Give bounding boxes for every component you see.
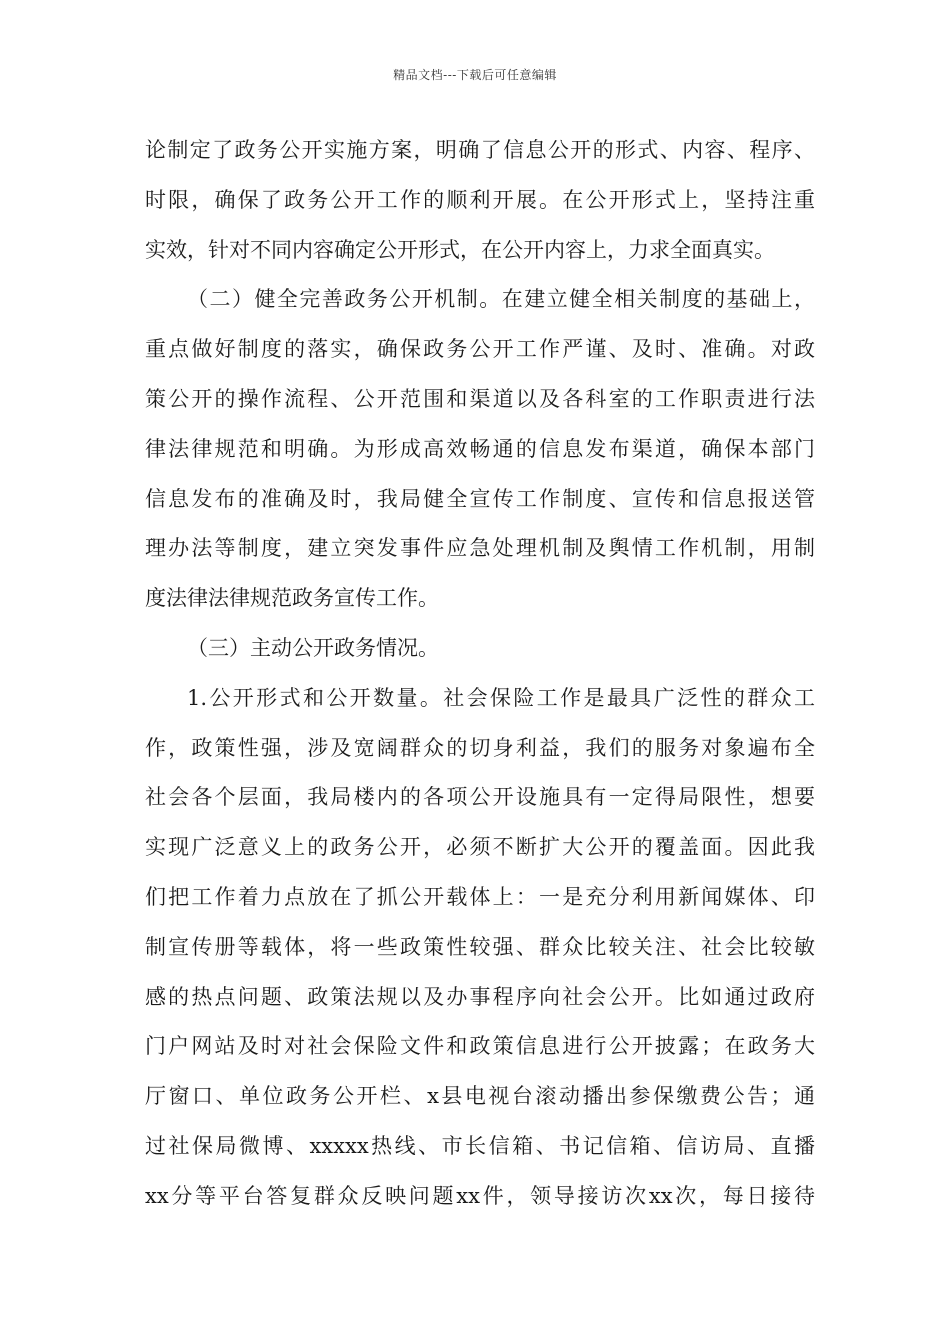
paragraph-line: 门户网站及时对社会保险文件和政策信息进行公开披露；在政务大 (145, 1034, 815, 1059)
paragraph-line: 过社保局微博、xxxxx热线、市长信箱、书记信箱、信访局、直播 (145, 1133, 815, 1158)
paragraph-line: 信息发布的准确及时，我局健全宣传工作制度、宣传和信息报送管 (145, 486, 815, 511)
paragraph-line: xx分等平台答复群众反映问题xx件，领导接访次xx次，每日接待 (145, 1183, 815, 1208)
paragraph-line: 论制定了政务公开实施方案，明确了信息公开的形式、内容、程序、 (145, 138, 815, 162)
paragraph-line: 制宣传册等载体，将一些政策性较强、群众比较关注、社会比较敏 (145, 934, 815, 959)
paragraph-line: 策公开的操作流程、公开范围和渠道以及各科室的工作职责进行法 (145, 386, 815, 411)
paragraph-line: 社会各个层面，我局楼内的各项公开设施具有一定得局限性，想要 (145, 785, 815, 810)
paragraph-line: 厅窗口、单位政务公开栏、x县电视台滚动播出参保缴费公告；通 (145, 1084, 815, 1109)
paragraph-line: 度法律法律规范政务宣传工作。 (145, 586, 439, 611)
paragraph-line: 感的热点问题、政策法规以及办事程序向社会公开。比如通过政府 (145, 984, 815, 1009)
paragraph-line: 律法律规范和明确。为形成高效畅通的信息发布渠道，确保本部门 (145, 436, 815, 461)
paragraph-line: 作，政策性强，涉及宽阔群众的切身利益，我们的服务对象遍布全 (145, 735, 815, 760)
page-header: 精品文档---下载后可任意编辑 (393, 68, 557, 82)
section-heading: （三）主动公开政务情况。 (187, 635, 439, 660)
paragraph-line: 实效，针对不同内容确定公开形式，在公开内容上，力求全面真实。 (145, 237, 775, 262)
document-body (145, 126, 815, 1222)
paragraph-line: 理办法等制度，建立突发事件应急处理机制及舆情工作机制，用制 (145, 536, 815, 561)
paragraph-line: （二）健全完善政务公开机制。在建立健全相关制度的基础上， (187, 287, 815, 312)
paragraph-line: 1.公开形式和公开数量。社会保险工作是最具广泛性的群众工 (187, 685, 815, 710)
paragraph-line: 时限，确保了政务公开工作的顺利开展。在公开形式上，坚持注重 (145, 187, 815, 212)
paragraph-line: 们把工作着力点放在了抓公开载体上：一是充分利用新闻媒体、印 (145, 884, 815, 909)
paragraph-line: 重点做好制度的落实，确保政务公开工作严谨、及时、准确。对政 (145, 337, 815, 362)
paragraph-line: 实现广泛意义上的政务公开，必须不断扩大公开的覆盖面。因此我 (145, 835, 815, 860)
